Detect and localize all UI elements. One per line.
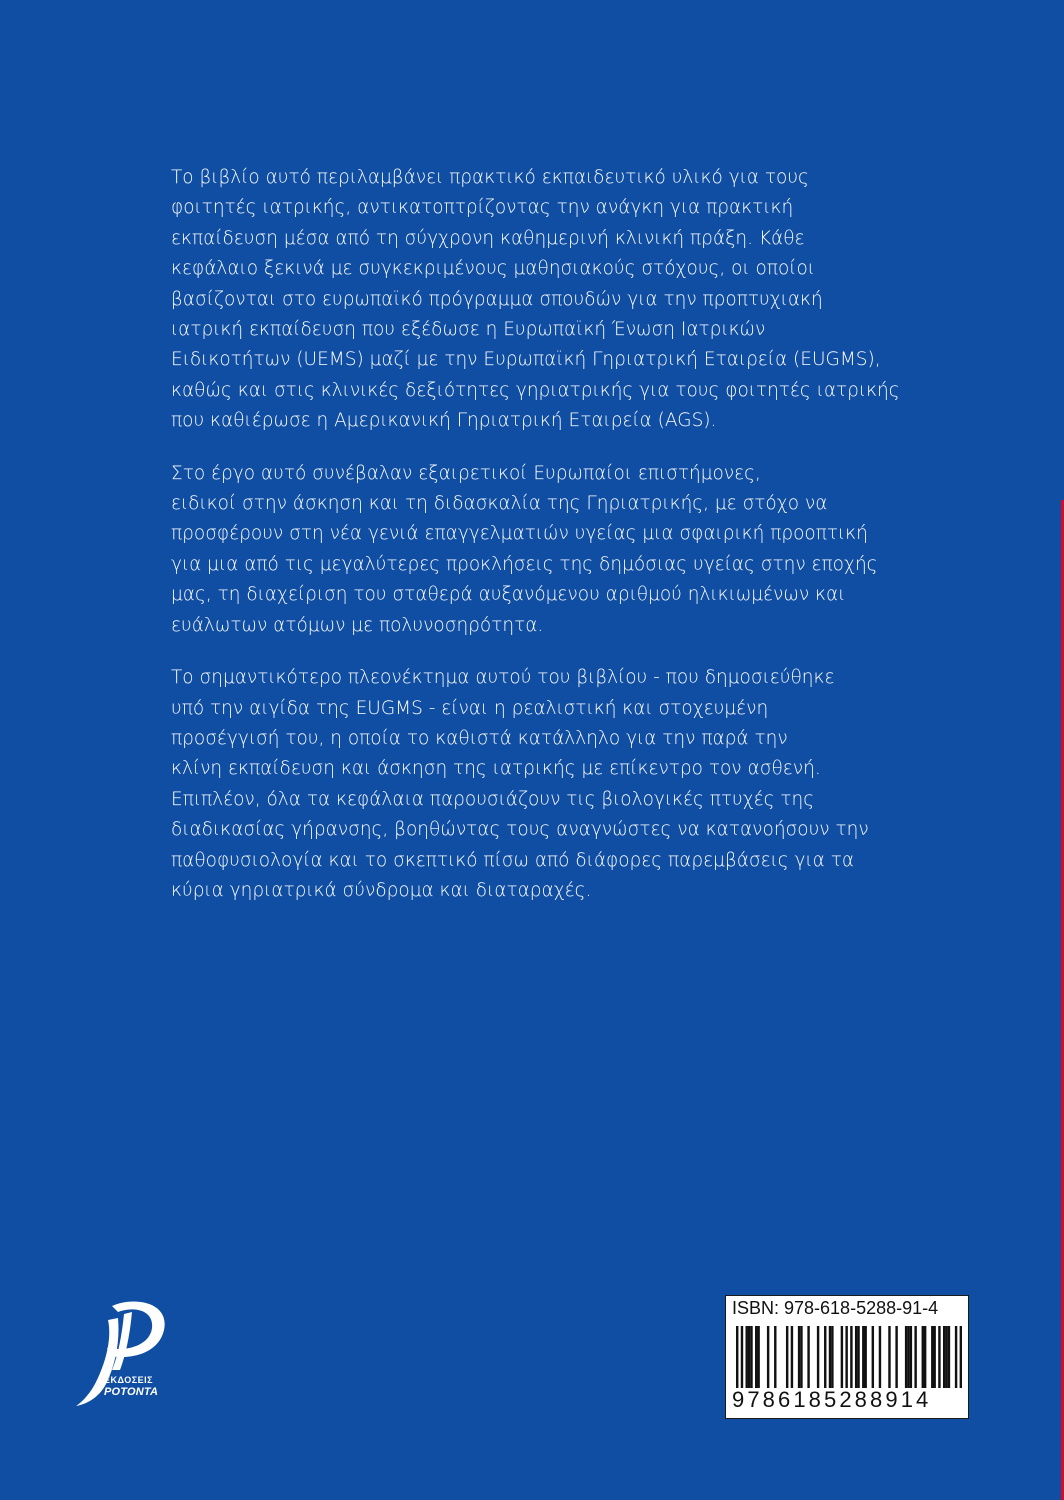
barcode-bar (791, 1326, 793, 1388)
blurb-line: ιατρική εκπαίδευση που εξέδωσε η Ευρωπαϊκή Ένωση Ιατρικών (171, 319, 766, 341)
blurb-line: ειδικοί στην άσκηση και τη διδασκαλία της Γηριατρικής, με στόχο να (171, 493, 828, 515)
blurb-line: βασίζονται στο ευρωπαϊκό πρόγραμμα σπουδών για την προπτυχιακή (171, 288, 823, 310)
blurb-line: Επιπλέον, όλα τα κεφάλαια παρουσιάζουν τις βιολογικές πτυχές της (171, 788, 815, 810)
barcode-bar (767, 1326, 769, 1388)
barcode-bar (914, 1326, 916, 1388)
barcode-bar (757, 1326, 759, 1388)
barcode-bar (931, 1326, 933, 1388)
barcode-bar (938, 1326, 940, 1388)
blurb-line: παθοφυσιολογία και το σκεπτικό πίσω από διάφορες παρεμβάσεις για τα (171, 849, 855, 871)
barcode-bar (888, 1326, 890, 1388)
blurb-line: φοιτητές ιατρικής, αντικατοπτρίζοντας την ανάγκη για πρακτική (171, 197, 794, 219)
blurb-line: κεφάλαιο ξεκινά με συγκεκριμένους μαθησιακούς στόχους, οι οποίοι (171, 258, 815, 280)
blurb-line: καθώς και στις κλινικές δεξιότητες γηριατρικής για τους φοιτητές ιατρικής (171, 379, 900, 401)
blurb-line: Το σημαντικότερο πλεονέκτημα αυτού του βιβλίου - που δημοσιεύθηκε (171, 667, 835, 689)
barcode-bar (746, 1326, 748, 1388)
blurb-line: Στο έργο αυτό συνέβαλαν εξαιρετικοί Ευρωπαίοι επιστήμονες, (171, 462, 761, 484)
barcode-bar (945, 1326, 947, 1388)
blurb-paragraph-3 (171, 663, 901, 906)
barcode-bar (857, 1326, 859, 1388)
barcode-bar (741, 1326, 743, 1388)
barcode-bar (943, 1326, 945, 1388)
barcode-bar (907, 1326, 909, 1388)
barcode-bar (748, 1326, 750, 1388)
barcode-bar (841, 1326, 843, 1388)
barcode-graphic (736, 1326, 962, 1388)
barcode-bar (960, 1326, 962, 1388)
blurb-line: κλίνη εκπαίδευση και άσκηση της ιατρικής με επίκεντρο τον ασθενή. (171, 758, 821, 780)
barcode-bar (845, 1326, 847, 1388)
barcode-bar (774, 1326, 776, 1388)
barcode-bar (879, 1326, 881, 1388)
barcode-bar (948, 1326, 950, 1388)
publisher-name (104, 1374, 174, 1398)
barcode-bar (798, 1326, 800, 1388)
blurb-line: που καθιέρωσε η Αμερικανική Γηριατρική Εταιρεία (AGS). (171, 410, 717, 432)
blurb-paragraph-1 (171, 163, 901, 437)
blurb-line: διαδικασίας γήρανσης, βοηθώντας τους αναγνώστες να κατανοήσουν την (171, 819, 869, 841)
barcode-bar (755, 1326, 757, 1388)
barcode-bar (750, 1326, 752, 1388)
back-cover-blurb (171, 163, 901, 928)
barcode-bar (736, 1326, 738, 1388)
blurb-line: για μια από τις μεγαλύτερες προκλήσεις της δημόσιας υγείας στην εποχής (171, 553, 878, 575)
barcode-bar (955, 1326, 957, 1388)
blurb-line: ευάλωτων ατόμων με πολυνοσηρότητα. (171, 614, 544, 636)
barcode-digits: 9786185288914 (732, 1387, 932, 1412)
barcode-bar (850, 1326, 852, 1388)
isbn-label: ISBN: 978-618-5288-91-4 (732, 1298, 939, 1318)
barcode-bar (872, 1326, 874, 1388)
isbn-barcode-box (725, 1295, 969, 1419)
blurb-line: κύρια γηριατρικά σύνδρομα και διαταραχές. (171, 879, 592, 901)
barcode-bar (922, 1326, 924, 1388)
barcode-bar (831, 1326, 833, 1388)
barcode-bar (864, 1326, 866, 1388)
barcode-bar (800, 1326, 802, 1388)
barcode-bar (895, 1326, 897, 1388)
blurb-line: εκπαίδευση μέσα από τη σύγχρονη καθημερινή κλινική πράξη. Κάθε (171, 227, 805, 249)
barcode-bar (786, 1326, 788, 1388)
barcode-bar (924, 1326, 926, 1388)
barcode-bar (933, 1326, 935, 1388)
blurb-line: Ειδικοτήτων (UEMS) μαζί με την Ευρωπαϊκή Γηριατρική Εταιρεία (EUGMS), (171, 349, 881, 371)
blurb-line: προσέγγισή του, η οποία το καθιστά κατάλληλο για την παρά την (171, 727, 788, 749)
barcode-bar (855, 1326, 857, 1388)
barcode-bar (817, 1326, 819, 1388)
barcode-bar (910, 1326, 912, 1388)
barcode-bar (829, 1326, 831, 1388)
barcode-bar (905, 1326, 907, 1388)
barcode-bar (807, 1326, 809, 1388)
barcode-bar (824, 1326, 826, 1388)
blurb-line: υπό την αιγίδα της EUGMS - είναι η ρεαλιστική και στοχευμένη (171, 697, 769, 719)
blurb-line: προσφέρουν στη νέα γενιά επαγγελματιών υγείας μια σφαιρική προοπτική (171, 523, 868, 545)
publisher-line-2: ΡΟΤΟΝΤΑ (104, 1386, 159, 1398)
blurb-paragraph-2 (171, 459, 901, 641)
blurb-line: Το βιβλίο αυτό περιλαμβάνει πρακτικό εκπαιδευτικό υλικό για τους (171, 167, 809, 188)
blurb-line: μας, τη διαχείριση του σταθερά αυξανόμενου αριθμού ηλικιωμένων και (171, 584, 846, 606)
publisher-line-1: ΕΚΔΟΣΕΙΣ (104, 1375, 154, 1385)
barcode-bar (862, 1326, 864, 1388)
